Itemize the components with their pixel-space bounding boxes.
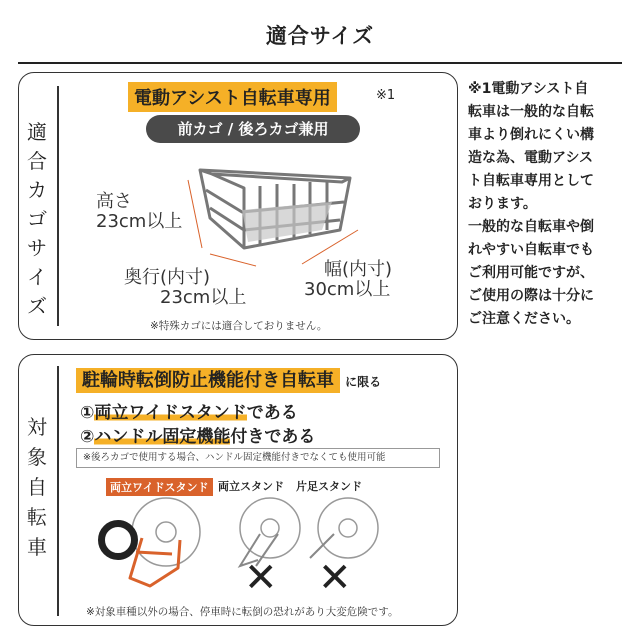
- electric-assist-side-note: ※1電動アシスト自 転車は一般的な自転 車より倒れにくい構 造な為、電動アシス ト自転車専用として おります。 一般的な自転車や倒 れやすい自転車でも ご利用可能ですが、 ご使用の際は十分に ご注意ください。: [468, 81, 594, 327]
- width-value: 30cm以上: [304, 279, 391, 300]
- stand-ng-mark-kickstand: ✕: [318, 555, 352, 601]
- anti-tip-highlight: 駐輪時転倒防止機能付き自転車: [76, 368, 340, 393]
- anti-tip-heading: [76, 366, 381, 392]
- basket-panel-side-label: 適合カゴサイズ: [27, 120, 47, 318]
- depth-label: 奥行(内寸): [124, 267, 211, 288]
- condition-2: ②ハンドル固定機能付きである: [80, 427, 316, 447]
- height-label: 高さ: [96, 191, 132, 212]
- depth-value: 23cm以上: [160, 287, 247, 308]
- width-dimension: [304, 260, 392, 300]
- depth-dimension: [124, 268, 246, 308]
- bike-panel-separator: [57, 366, 59, 616]
- height-dimension: [96, 192, 182, 232]
- bike-panel-side-label: 対象自転車: [27, 415, 47, 559]
- electric-assist-only-heading: 電動アシスト自転車専用: [128, 82, 337, 112]
- page-title: 適合サイズ: [265, 24, 375, 48]
- basket-illustration: [182, 160, 362, 270]
- stand-ng-mark-double: ✕: [244, 555, 278, 601]
- stand-ok-mark: [98, 520, 138, 560]
- width-label: 幅(内寸): [324, 259, 393, 280]
- basket-panel-separator: [57, 86, 59, 326]
- note-mark: ※1: [376, 88, 396, 103]
- danger-footnote: ※対象車種以外の場合、停車時に転倒の恐れがあり大変危険です。: [86, 606, 399, 618]
- stand-label-kickstand: 片足スタンド: [296, 480, 362, 493]
- special-basket-note: ※特殊カゴには適合しておりません。: [150, 320, 328, 332]
- front-rear-basket-pill: 前カゴ / 後ろカゴ兼用: [146, 115, 360, 143]
- height-value: 23cm以上: [96, 211, 183, 232]
- stand-label-double: 両立スタンド: [218, 480, 284, 493]
- condition-1: ①両立ワイドスタンドである: [80, 403, 298, 423]
- stand-label-wide: 両立ワイドスタンド: [106, 478, 213, 496]
- rear-basket-note: ※後ろカゴで使用する場合、ハンドル固定機能付きでなくても使用可能: [83, 452, 386, 463]
- limit-suffix: に限る: [345, 375, 382, 389]
- rear-basket-note-box: [76, 448, 440, 468]
- title-rule: [18, 62, 622, 64]
